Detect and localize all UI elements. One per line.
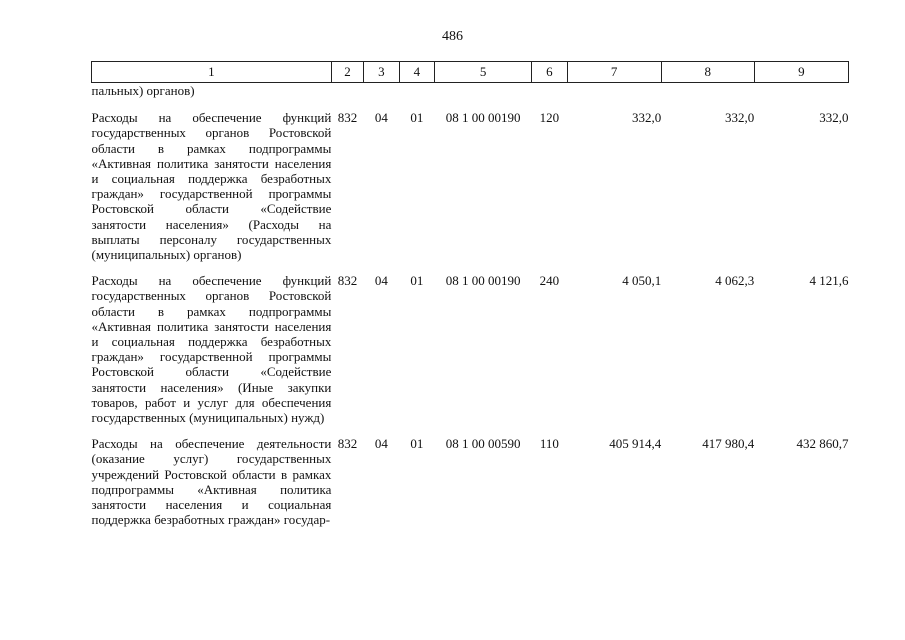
- column-header-2: 2: [331, 62, 363, 83]
- cell-section: 04: [374, 273, 388, 289]
- cell-ministry-code: 832: [337, 436, 358, 452]
- row-description: Расходы на обеспечение деятельности (оказание услуг) государственных учреждений Ростовской области в рамках подпрограммы «Активная политика занятости населения и социальная поддержка безработных граждан» государ-: [91, 436, 332, 528]
- cell-amount-col8: 417 980,4: [702, 436, 755, 452]
- cell-amount-col9: 432 860,7: [796, 436, 849, 452]
- column-header-4: 4: [399, 62, 434, 83]
- cell-subsection: 01: [410, 436, 424, 452]
- column-header-6: 6: [532, 62, 567, 83]
- column-header-9: 9: [754, 62, 848, 83]
- cell-amount-col7: 405 914,4: [609, 436, 662, 452]
- continuation-text: пальных) органов): [91, 83, 195, 98]
- cell-subsection: 01: [410, 273, 424, 289]
- cell-target-article: 08 1 00 00190: [445, 273, 521, 289]
- column-header-row: [92, 62, 849, 83]
- column-header-1: 1: [92, 62, 332, 83]
- cell-expense-type: 240: [539, 273, 560, 289]
- table-row: [92, 428, 849, 530]
- column-header-3: 3: [364, 62, 399, 83]
- cell-expense-type: 120: [539, 110, 560, 126]
- cell-amount-col8: 4 062,3: [715, 273, 755, 289]
- column-header-8: 8: [661, 62, 754, 83]
- cell-section: 04: [374, 436, 388, 452]
- row-description: Расходы на обеспечение функций государственных органов Ростовской области в рамках подпрограммы «Активная политика занятости населения и социальная поддержка безработных граждан» государственной программы Ростовской области «Содействие занятости населения» (Расходы на выплаты персоналу государственных (муниципальных) органов): [91, 110, 332, 263]
- cell-expense-type: 110: [539, 436, 559, 452]
- page-number: 486: [442, 29, 463, 44]
- cell-target-article: 08 1 00 00190: [445, 110, 521, 126]
- cell-amount-col9: 4 121,6: [809, 273, 849, 289]
- table-row-continuation: [92, 83, 849, 103]
- column-header-5: 5: [435, 62, 532, 83]
- cell-subsection: 01: [410, 110, 424, 126]
- budget-table: [91, 61, 849, 530]
- cell-amount-col9: 332,0: [819, 110, 849, 126]
- cell-amount-col8: 332,0: [725, 110, 755, 126]
- cell-amount-col7: 4 050,1: [622, 273, 662, 289]
- table-row: [92, 102, 849, 265]
- cell-target-article: 08 1 00 00590: [445, 436, 521, 452]
- column-header-7: 7: [567, 62, 661, 83]
- cell-ministry-code: 832: [337, 110, 358, 126]
- cell-section: 04: [374, 110, 388, 126]
- cell-amount-col7: 332,0: [631, 110, 662, 126]
- cell-ministry-code: 832: [337, 273, 358, 289]
- table-row: [92, 265, 849, 428]
- row-description: Расходы на обеспечение функций государственных органов Ростовской области в рамках подпрограммы «Активная политика занятости населения и социальная поддержка безработных граждан» государственной программы Ростовской области «Содействие занятости населения» (Иные закупки товаров, работ и услуг для обеспечения государственных (муниципальных) нужд): [91, 273, 332, 426]
